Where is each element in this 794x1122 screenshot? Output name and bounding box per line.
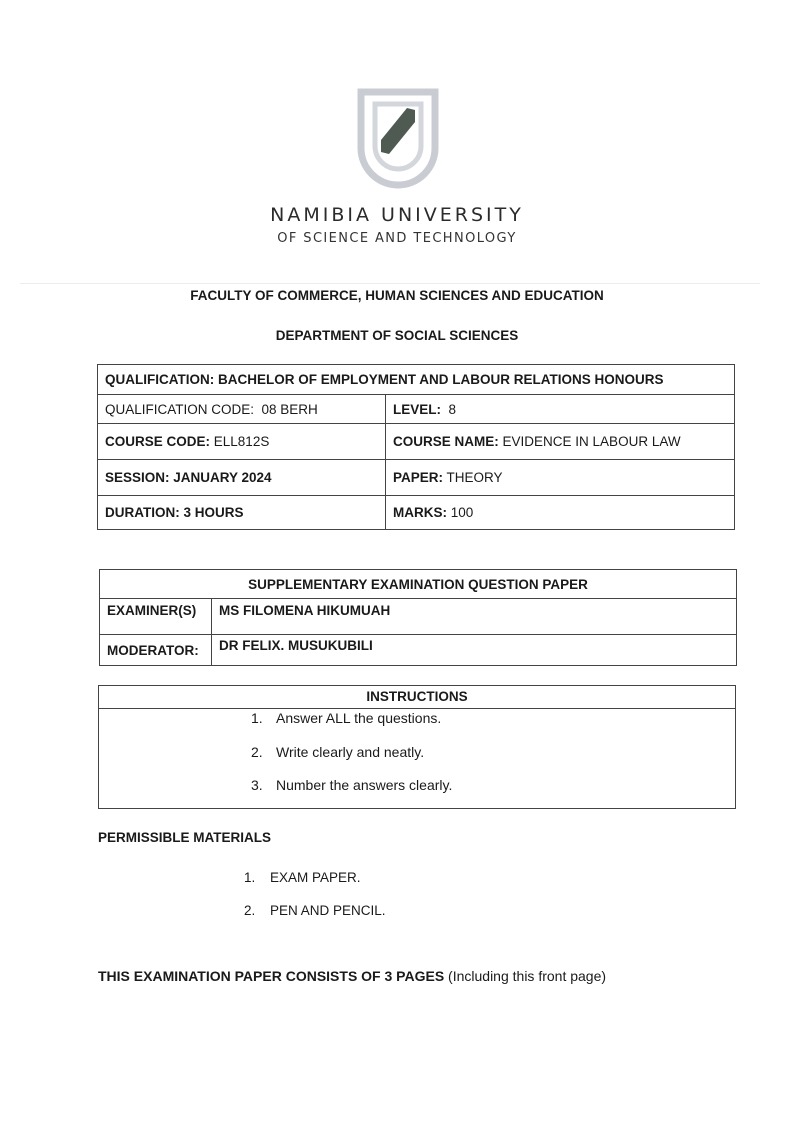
moderator-value: DR FELIX. MUSUKUBILI — [212, 635, 737, 666]
page-count-normal: (Including this front page) — [444, 968, 607, 984]
course-code-cell — [98, 424, 386, 460]
examiner-label: EXAMINER(S) — [100, 599, 212, 635]
paper-value: THEORY — [446, 470, 503, 485]
material-text: EXAM PAPER. — [270, 870, 361, 885]
instruction-text: Answer ALL the questions. — [276, 710, 442, 726]
duration-cell: DURATION: 3 HOURS — [98, 496, 386, 530]
university-subtitle: OF SCIENCE AND TECHNOLOGY — [277, 231, 517, 246]
qualification-table — [97, 364, 735, 530]
list-item — [251, 777, 452, 793]
course-name-cell — [386, 424, 735, 460]
table-row — [100, 635, 737, 666]
examiner-value: MS FILOMENA HIKUMUAH — [212, 599, 737, 635]
page-count-note — [98, 968, 606, 984]
permissible-materials-title: PERMISSIBLE MATERIALS — [98, 830, 272, 845]
table-row — [98, 395, 735, 424]
instruction-number: 2. — [251, 744, 263, 760]
list-item — [251, 744, 424, 760]
instruction-text: Number the answers clearly. — [276, 777, 453, 793]
instructions-box — [98, 685, 736, 809]
material-number: 2. — [244, 903, 256, 918]
department-heading: DEPARTMENT OF SOCIAL SCIENCES — [275, 328, 519, 343]
course-name-value: EVIDENCE IN LABOUR LAW — [502, 434, 681, 449]
material-number: 1. — [244, 870, 256, 885]
exam-title: SUPPLEMENTARY EXAMINATION QUESTION PAPER — [100, 570, 737, 599]
qualification-title: QUALIFICATION: BACHELOR OF EMPLOYMENT AND LABOUR RELATIONS HONOURS — [98, 365, 735, 395]
course-code-label: COURSE CODE: — [105, 434, 211, 449]
course-code-value: ELL812S — [213, 434, 270, 449]
table-row — [100, 599, 737, 635]
marks-label: MARKS: — [393, 505, 447, 520]
university-logo-icon — [355, 88, 441, 190]
examination-table — [99, 569, 737, 666]
instruction-number: 3. — [251, 777, 263, 793]
list-item — [244, 903, 386, 918]
qualification-code-label: QUALIFICATION CODE: — [105, 401, 255, 417]
list-item — [244, 870, 361, 885]
table-row — [98, 460, 735, 496]
instructions-title: INSTRUCTIONS — [99, 686, 735, 709]
qualification-code-cell — [98, 395, 386, 424]
instruction-text: Write clearly and neatly. — [276, 744, 425, 760]
page-count-bold: THIS EXAMINATION PAPER CONSISTS OF 3 PAGES — [98, 968, 445, 984]
level-label: LEVEL: — [393, 401, 442, 417]
university-name: NAMIBIA UNIVERSITY — [270, 204, 524, 226]
table-row — [98, 496, 735, 530]
list-item — [251, 710, 441, 726]
table-row — [98, 424, 735, 460]
table-row — [98, 365, 735, 395]
level-value: 8 — [448, 401, 457, 417]
course-name-label: COURSE NAME: — [393, 434, 499, 449]
marks-value: 100 — [450, 505, 474, 520]
instruction-number: 1. — [251, 710, 263, 726]
paper-label: PAPER: — [393, 470, 444, 485]
session-cell: SESSION: JANUARY 2024 — [98, 460, 386, 496]
table-row — [100, 570, 737, 599]
header-divider — [20, 283, 760, 284]
marks-cell — [386, 496, 735, 530]
moderator-label: MODERATOR: — [100, 635, 212, 666]
paper-cell — [386, 460, 735, 496]
material-text: PEN AND PENCIL. — [270, 903, 386, 918]
qualification-code-value: 08 BERH — [261, 401, 318, 417]
faculty-heading: FACULTY OF COMMERCE, HUMAN SCIENCES AND EDUCATION — [190, 288, 604, 303]
level-cell — [386, 395, 735, 424]
